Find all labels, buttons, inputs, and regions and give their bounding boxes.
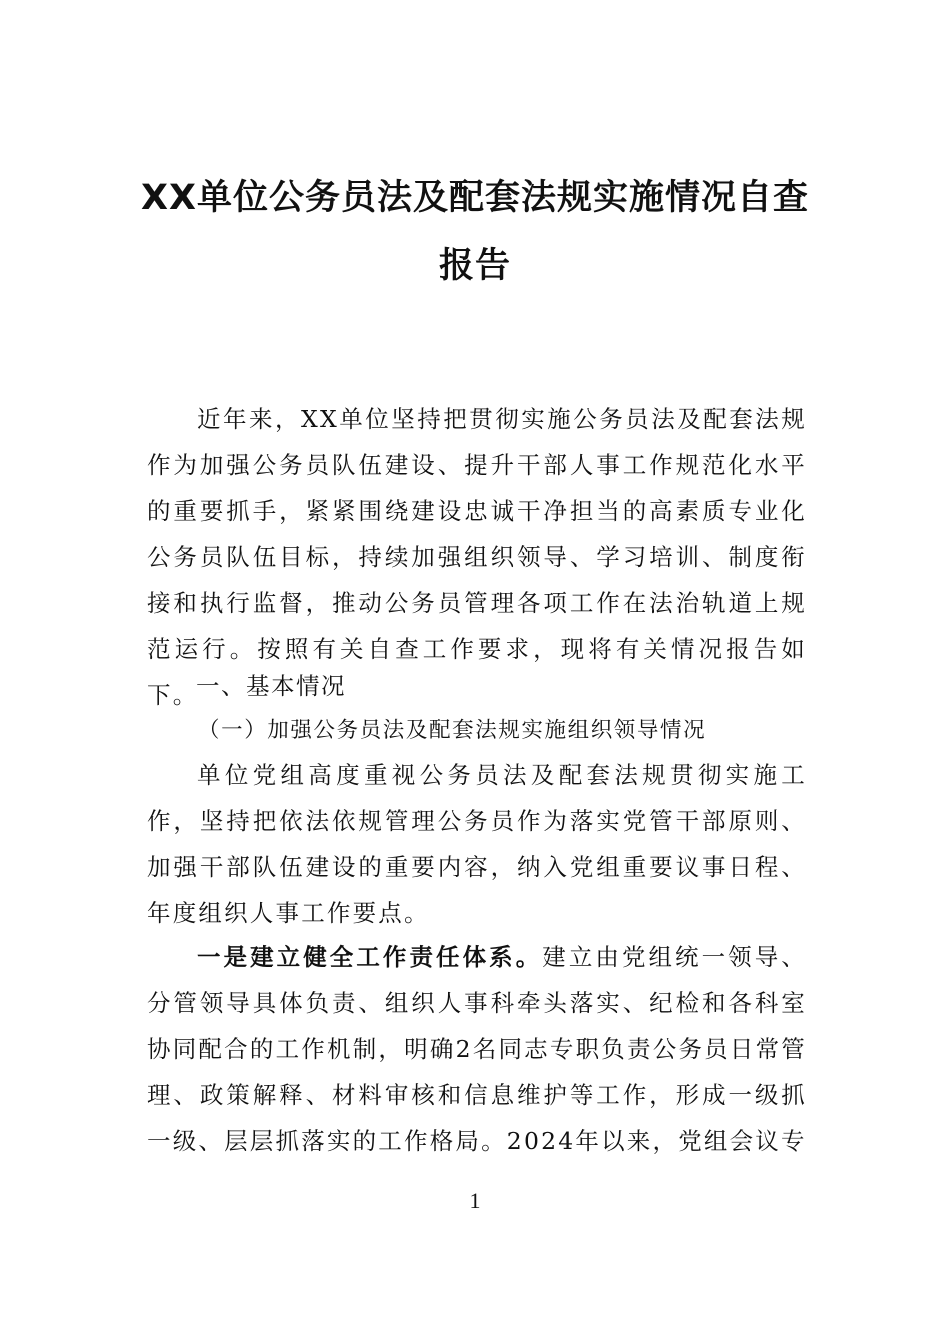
document-title-line2: 报告 <box>438 246 511 286</box>
subsection-paragraph: 单位党组高度重视公务员法及配套法规贯彻实施工作，坚持把依法依规管理公务员作为落实党管干部原则、加强干部队伍建设的重要内容，纳入党组重要议事日程、年度组织人事工作要点。 <box>147 761 807 927</box>
page-number: 1 <box>469 1188 481 1213</box>
subsection-heading-organization-leadership: （一）加强公务员法及配套法规实施组织领导情况 <box>198 718 707 743</box>
document-title-line1: XX单位公务员法及配套法规实施情况自查 <box>141 178 809 218</box>
section-heading-basic-situation: 一、基本情况 <box>196 672 346 700</box>
point-one-text: 建立由党组统一领导、分管领导具体负责、组织人事科牵头落实、纪检和各科室协同配合的工作机制，明确2名同志专职负责公务员日常管理、政策解释、材料审核和信息维护等工作，形成一级抓一级、层层抓落实的工作格局。2024年以来，党组会议专 <box>147 943 807 1155</box>
intro-paragraph: 近年来，XX单位坚持把贯彻实施公务员法及配套法规作为加强公务员队伍建设、提升干部人事工作规范化水平的重要抓手，紧紧围绕建设忠诚干净担当的高素质专业化公务员队伍目标，持续加强组织领导、学习培训、制度衔接和执行监督，推动公务员管理各项工作在法治轨道上规范运行。按照有关自查工作要求，现将有关情况报告如下。 <box>147 405 807 709</box>
point-one-paragraph <box>147 934 807 1164</box>
point-one-lead: 一是建立健全工作责任体系。 <box>197 943 543 971</box>
